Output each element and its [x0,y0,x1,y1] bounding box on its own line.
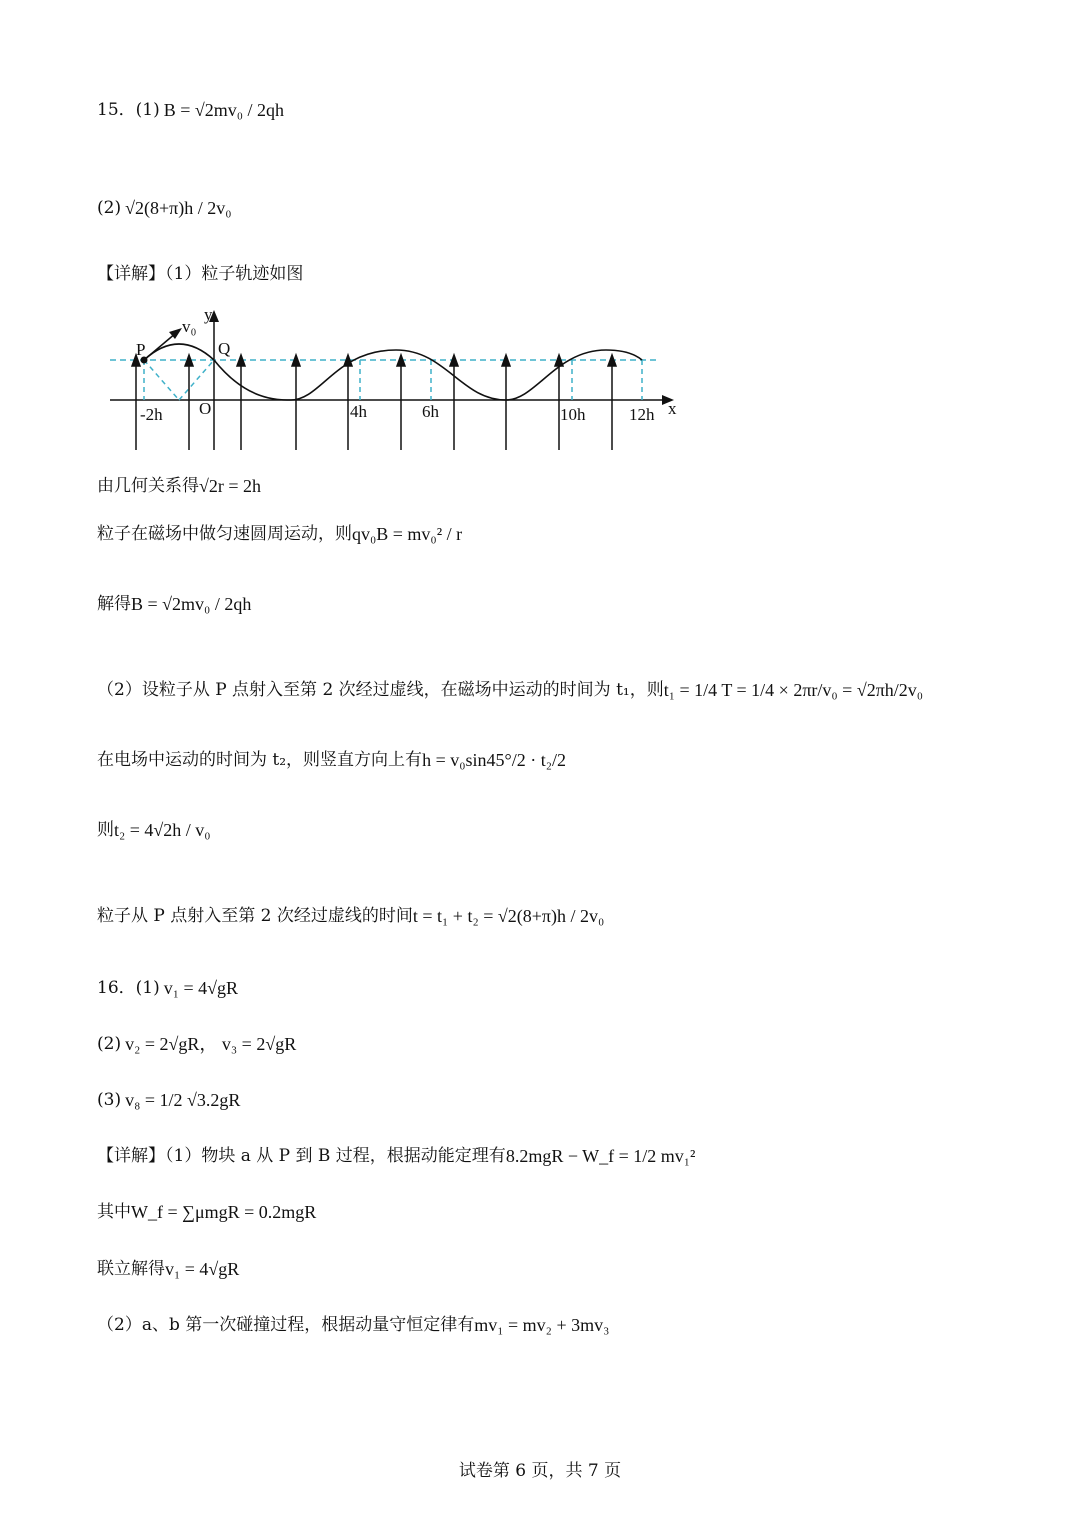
dashed-diagonal [144,360,179,400]
q16-answer-2 [97,1032,296,1056]
label-x: x [668,399,677,418]
text: 解得 [97,594,131,614]
label-y: y [204,305,213,324]
q15-geometry-line [97,474,261,498]
label-o: O [199,399,212,418]
formula: h = v₀sin45°/2 · t₂/2 [422,750,566,770]
text: （2）a、b 第一次碰撞过程，根据动量守恒定律有 [97,1315,475,1335]
q15-detail-title [97,262,303,286]
formula: √2r = 2h [199,476,262,496]
part-label: (3) [97,1090,122,1110]
text: 【详解】（1）物块 a 从 P 到 B 过程，根据动能定理有 [97,1146,506,1166]
tick-label: 12h [629,405,655,424]
part-label: (1) [135,978,160,998]
label-q: Q [218,339,231,358]
q15-motion-line [97,522,462,546]
formula: t₁ = 1/4 T = 1/4 × 2πr/v₀ = √2πh/2v₀ [663,680,924,700]
text: 联立解得 [97,1259,165,1279]
formula: v₁ = 4√gR [163,978,239,998]
tick-label: 4h [350,402,367,421]
tick-label: 6h [422,402,439,421]
tick-label: 10h [560,405,586,424]
part-label: (1) [135,100,160,120]
formula: B = √2mv₀ / 2qh [131,594,252,614]
text: 粒子从 P 点射入至第 2 次经过虚线的时间 [97,906,413,926]
text: 粒子在磁场中做匀速圆周运动，则 [97,524,352,544]
text: 由几何关系得 [97,476,199,496]
q16-answer-1 [97,976,238,1000]
q15-answer-1 [97,98,284,122]
label-p: P [136,340,146,359]
label-v0: v₀ [182,317,197,336]
text: 则 [97,820,114,840]
q15-efield-line [97,748,566,772]
part-label: (2) [97,198,122,218]
q16-detail-line [97,1144,695,1168]
q16-part2-line [97,1313,609,1337]
formula: v₂ = 2√gR， v₃ = 2√gR [125,1034,297,1054]
tick-label: -2h [140,405,163,424]
q15-t2-line [97,818,211,842]
formula: mv₁ = mv₂ + 3mv₃ [474,1315,610,1335]
formula: W_f = ∑μmgR = 0.2mgR [131,1202,317,1222]
q15-part2-line [97,678,923,702]
formula: 8.2mgR − W_f = 1/2 mv₁² [505,1146,696,1166]
q16-joint-line [97,1257,239,1281]
detail-heading: 【详解】（1）粒子轨迹如图 [97,264,304,284]
formula: t = t₁ + t₂ = √2(8+π)h / 2v₀ [412,906,605,926]
formula: t₂ = 4√2h / v₀ [114,820,211,840]
trajectory-diagram [96,300,686,460]
formula: v₁ = 4√gR [165,1259,240,1279]
formula: v₈ = 1/2 √3.2gR [125,1090,241,1110]
text: 其中 [97,1202,131,1222]
q15-total-line [97,904,604,928]
q16-wf-line [97,1200,316,1224]
formula: B = √2mv₀ / 2qh [163,100,285,120]
q16-answer-3 [97,1088,240,1112]
q15-solve-line [97,592,251,616]
part-label: (2) [97,1034,122,1054]
text: （2）设粒子从 P 点射入至第 2 次经过虚线，在磁场中运动的时间为 t₁，则 [97,680,664,700]
formula: qv₀B = mv₀² / r [352,524,463,544]
question-number: 16． [97,978,136,998]
velocity-arrow [144,333,176,360]
question-number: 15． [97,100,136,120]
text: 在电场中运动的时间为 t₂，则竖直方向上有 [97,750,423,770]
page-footer: 试卷第 6 页，共 7 页 [458,1461,622,1481]
formula: √2(8+π)h / 2v₀ [125,198,232,218]
q15-answer-2 [97,196,231,220]
